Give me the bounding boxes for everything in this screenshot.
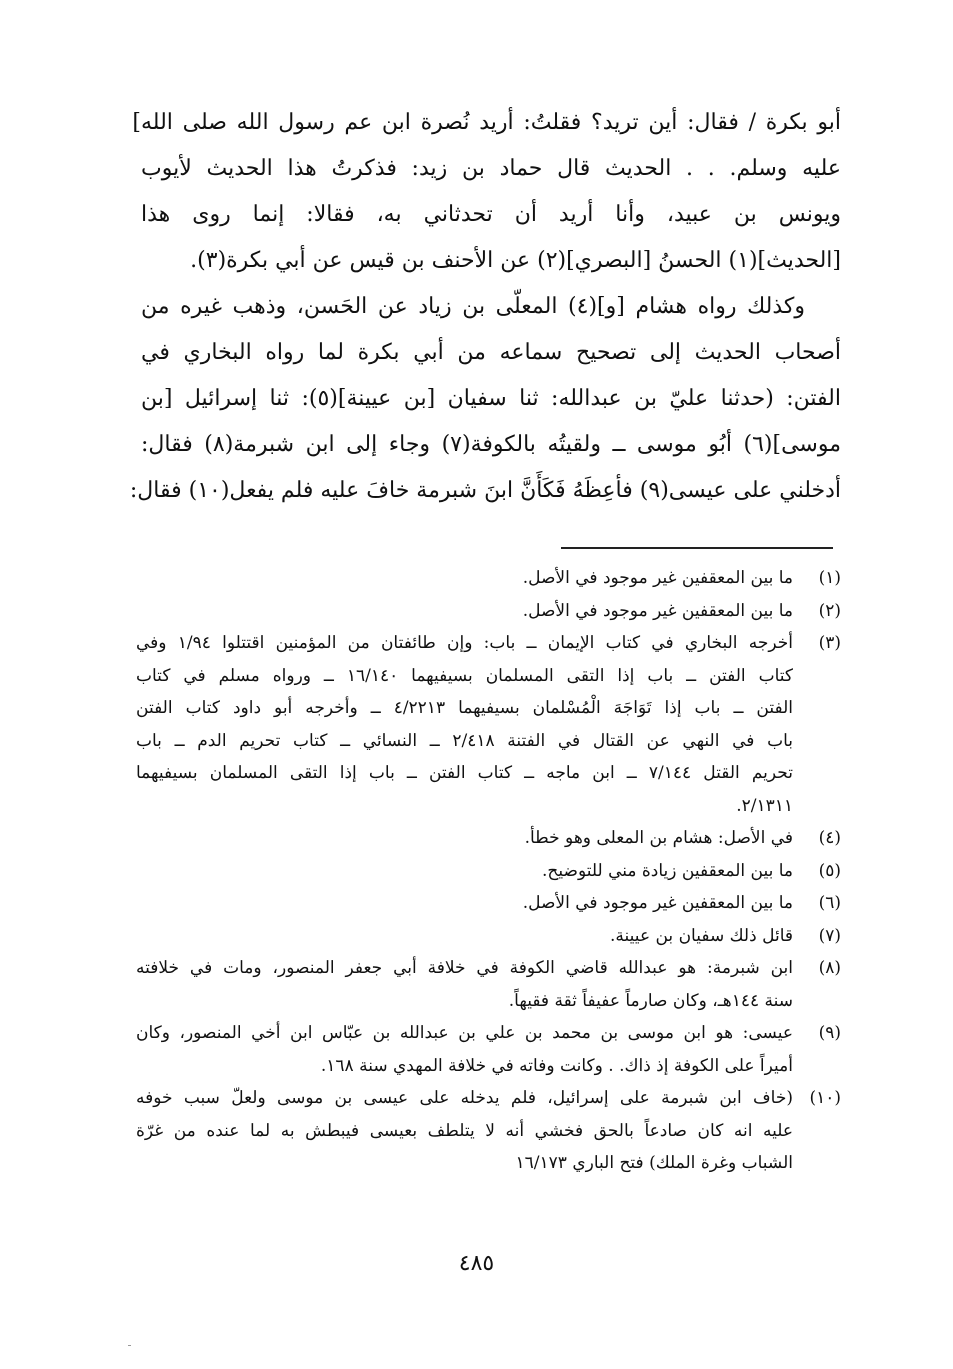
main-text	[129, 100, 841, 514]
footnote-number: (٩)	[818, 1023, 841, 1043]
footnote-line: الفتن ــ باب إذا تَوَاجَهَ الْمُسْلمان بسيفيهما ٤/٢٢١٣ ــ وأخرجه أبو داود كتاب الفتن	[136, 698, 793, 718]
footnote	[136, 920, 841, 953]
footnote-line: كتاب الفتن ــ باب إذا التقى المسلمان بسيفيهما ١٦/١٤٠ ــ ورواه مسلم في كتاب	[136, 665, 793, 686]
footnote-line: باب في النهي عن القتال في الفتنة ٢/٤١٨ ــ النسائي ــ كتاب تحريم الدم ــ باب	[136, 730, 794, 751]
main-line: موسى](٦) أبُو موسى ــ ولقيتُه بالكوفة(٧) وجاء إلى ابن شبرمة(٨) فقال:	[141, 432, 841, 457]
footnote-line: تحريم القتل ٧/١٤٤ ــ ابن ماجه ــ كتاب الفتن ــ باب إذا التقى المسلمان بسيفيهما	[136, 763, 793, 783]
footnote-line: الشباب وغرة الملك) فتح الباري ١٦/١٧٣	[515, 1153, 793, 1173]
footnote-line: سنة ١٤٤هـ، وكان صارماً عفيفاً ثقة فقيهاً.	[508, 990, 793, 1011]
main-line: أصحاب الحديث إلى تصحيح سماعه من أبي بكرة لما رواه البخاري في	[141, 340, 841, 365]
page-number: ٤٨٥	[458, 1251, 495, 1276]
footnote-line: ما بين المعقفين غير موجود في الأصل.	[522, 893, 793, 913]
footnote-line: قائل ذلك سفيان بن عيينة.	[610, 925, 793, 946]
main-line: ويونس بن عبيد، وأنا أريد أن تحدثاني به، فقالا: إنما روى هذا	[141, 202, 841, 227]
footnote	[136, 562, 841, 595]
footnote-number: (٨)	[818, 958, 841, 978]
footnote-divider	[561, 547, 833, 549]
footnote-line: ٢/١٣١١.	[736, 795, 793, 816]
footnote	[136, 887, 841, 920]
open-bracket: [	[132, 110, 141, 135]
footnote	[136, 952, 841, 1017]
footnote-number: (٥)	[818, 860, 841, 881]
main-line: أبو بكرة / فقال: أين تريد؟ فقلتُ: أريد نُصرة ابن عم رسول الله صلى الله	[141, 110, 841, 135]
footnote-line: عليه انه كان صادعاً بالحق فخشي أنه لا يتلطف بعيسى فيبطش به لما عنده من غرّة	[136, 1120, 793, 1141]
footnote	[136, 595, 841, 628]
main-line: الفتن: (حدثنا عليّ بن عبدالله: ثنا سفيان [بن عيينة](٥): ثنا إسرائيل [بن	[141, 386, 841, 411]
footnote-number: (١)	[818, 568, 841, 588]
footnote-number: (٧)	[818, 925, 841, 946]
footnote-line: ما بين المعقفين زيادة مني للتوضيح.	[542, 860, 793, 881]
footnote-number: (٣)	[818, 633, 841, 653]
footnote	[136, 822, 841, 855]
footnotes	[136, 562, 841, 1180]
footnote	[136, 1082, 841, 1180]
main-line: أدخلني على عيسى(٩) فأعِظَهُ فَكَأَنَّ ابنَ شبرمة خافَ عليه فلم يفعل(١٠) فقال:	[129, 478, 841, 503]
footnote	[136, 627, 841, 822]
main-line: وكذلك رواه هشام [و](٤) المعلّى بن زياد عن الحَسن، وذهب غيره من	[141, 294, 805, 319]
footnote-line: ما بين المعقفين غير موجود في الأصل.	[522, 568, 793, 588]
footnote	[136, 1017, 841, 1082]
footnote-number: (١٠)	[809, 1088, 841, 1108]
footnote-line: أميراً على الكوفة إذ ذاك. . وكانت وفاته في خلافة المهدي سنة ١٦٨.	[320, 1055, 793, 1076]
footnote	[136, 855, 841, 888]
footnote-line: في الأصل: هشام بن المعلى وهو خطأ.	[524, 828, 793, 848]
footnote-line: ابن شبرمة: هو عبدالله قاضي الكوفة في خلافة أبي جعفر المنصور، ومات في خلافته	[136, 958, 793, 978]
footnote-line: عيسى: هو ابن موسى بن محمد بن علي بن عبدالله بن عبّاس ابن أخي المنصور، وكان	[136, 1023, 793, 1043]
main-line: [الحديث](١) الحسنُ [البصري](٢) عن الأحنف بن قيس عن أبي بكرة(٣).	[190, 248, 841, 273]
footnote-number: (٤)	[818, 828, 841, 848]
footnote-number: (٢)	[818, 600, 841, 621]
footnote-line: (خاف ابن شبرمة على إسرائيل، فلم يدخله على عيسى بن موسى ولعلّ سبب خوفه	[136, 1088, 793, 1108]
main-line: عليه وسلم. . . الحديث قال حماد بن زيد: فذكرتُ هذا الحديث لأيوب	[141, 156, 841, 181]
footnote-number: (٦)	[818, 893, 841, 913]
footnote-line: ما بين المعقفين غير موجود في الأصل.	[522, 600, 793, 621]
footnote-line: أخرجه البخاري في كتاب الإيمان ــ باب: وإن طائفتان من المؤمنين اقتتلوا ١/٩٤ وفي	[136, 633, 793, 653]
scan-mark	[128, 1345, 131, 1346]
